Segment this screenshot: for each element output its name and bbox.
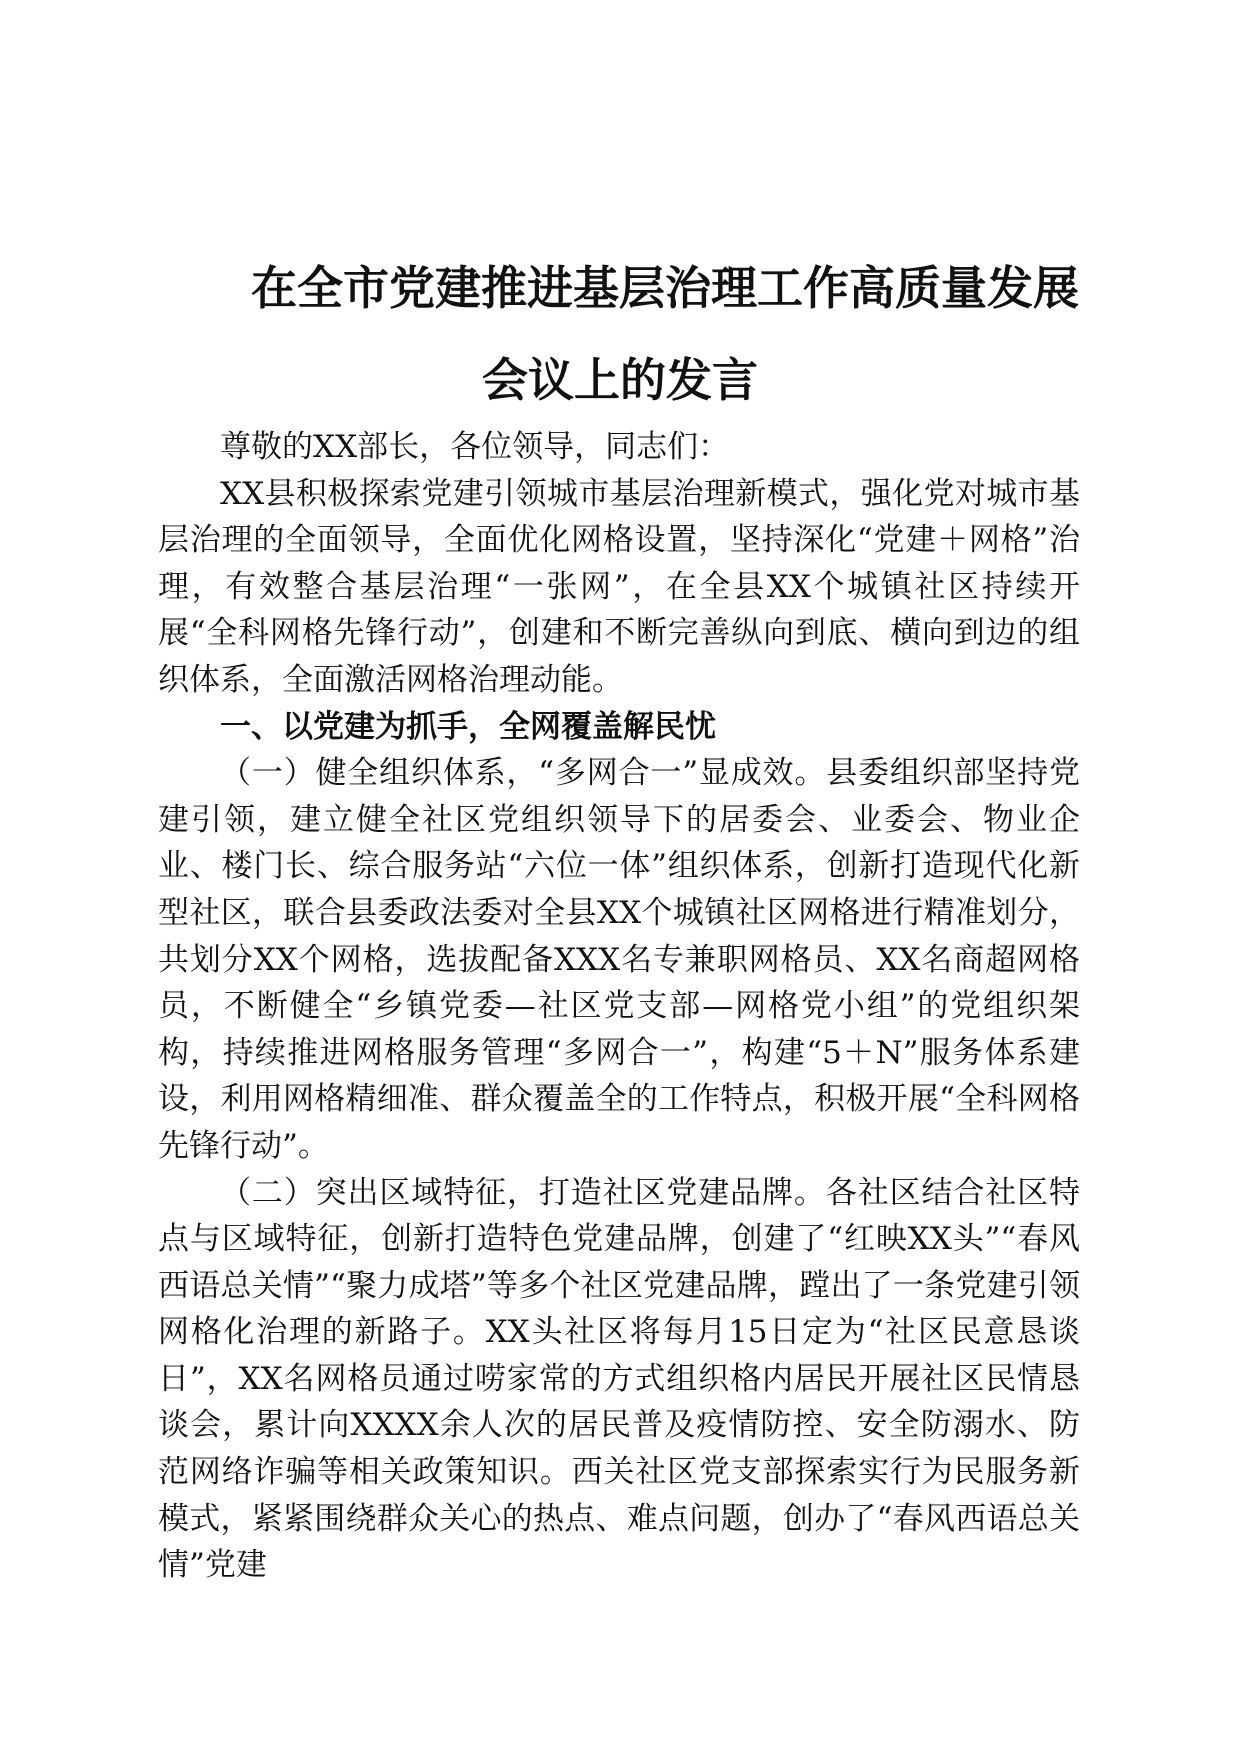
salutation-paragraph: 尊敬的XX部长，各位领导，同志们： [220, 429, 730, 465]
subsection-2-text: 各社区结合社区特点与区域特征，创新打造特色党建品牌，创建了“红映XX头”“春风西语总关情”“聚力成塔”等多个社区党建品牌，蹚出了一条党建引领网格化治理的新路子。XX头社区将每月15日定为“社区民意恳谈日”，XX名网格员通过唠家常的方式组织格内居民开展社区民情恳谈会，累计向XXXX余人次的居民普及疫情防控、安全防溺水、防范网络诈骗等相关政策知识。西关社区党支部探索实行为民服务新模式，紧紧围绕群众关心的热点、难点问题，创办了“春风西语总关情”党建 [158, 1174, 1081, 1584]
document-title-line-1: 在全市党建推进基层治理工作高质量发展 [251, 261, 1079, 315]
subsection-1-lead: （一）健全组织体系，“多网合一”显成效。 [220, 755, 827, 792]
section-1-heading: 一、以党建为抓手，全网覆盖解民忧 [220, 708, 716, 745]
document-title-line-2: 会议上的发言 [482, 353, 758, 407]
subsection-2-paragraph [158, 1170, 1080, 1589]
subsection-1-text: 县委组织部坚持党建引领，建立健全社区党组织领导下的居委会、业委会、物业企业、楼门长、综合服务站“六位一体”组织体系，创新打造现代化新型社区，联合县委政法委对全县XX个城镇社区网格进行精准划分，共划分XX个网格，选拔配备XXX名专兼职网格员、XX名商超网格员，不断健全“乡镇党委—社区党支部—网格党小组”的党组织架构，持续推进网格服务管理“多网合一”，构建“5＋N”服务体系建设，利用网格精细准、群众覆盖全的工作特点，积极开展“全科网格先锋行动”。 [158, 755, 1080, 1164]
document-body [158, 424, 1080, 1589]
subsection-2-lead: （二）突出区域特征，打造社区党建品牌。 [220, 1174, 826, 1211]
intro-paragraph: XX县积极探索党建引领城市基层治理新模式，强化党对城市基层治理的全面领导，全面优化网格设置，坚持深化“党建＋网格”治理，有效整合基层治理“一张网”，在全县XX个城镇社区持续开展“全科网格先锋行动”，创建和不断完善纵向到底、横向到边的组织体系，全面激活网格治理动能。 [158, 475, 1080, 698]
subsection-1-paragraph [158, 750, 1080, 1169]
